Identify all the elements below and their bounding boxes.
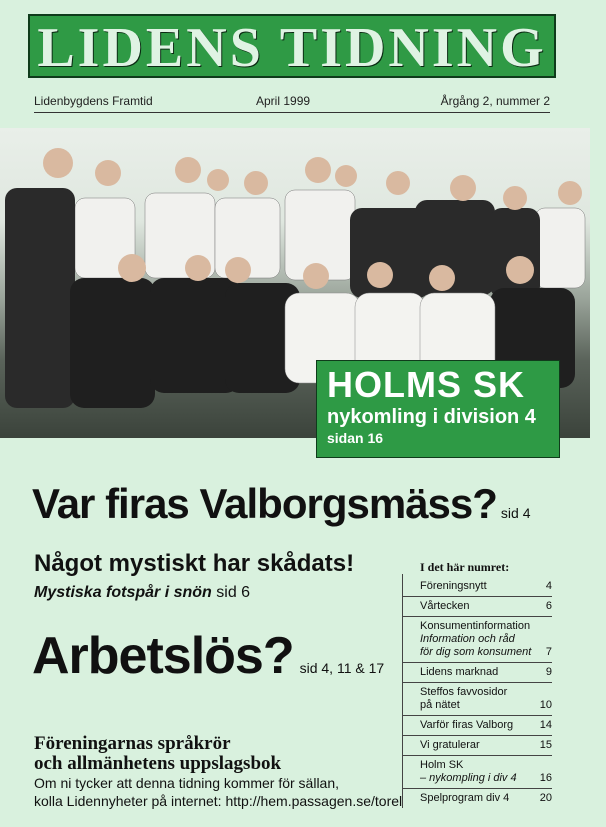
publication-tagline: Lidenbygdens Framtid: [34, 94, 153, 108]
headline-valborg: [32, 480, 531, 528]
toc-item-label: Holm SK: [420, 759, 464, 771]
toc-item-page: 20: [539, 792, 552, 804]
toc-item-label: Vårtecken: [420, 600, 470, 612]
issue-date: April 1999: [256, 94, 311, 108]
toc-item-label: Vi gratulerar: [420, 739, 480, 751]
subheadline-fotspar-text: Mystiska fotspår i snön: [34, 584, 212, 601]
headline-arbetslos: [32, 626, 384, 686]
toc-item: [402, 617, 552, 663]
foreningar-text-line2: kolla Lidennyheter på internet: http://hem.passagen.se/torel: [34, 793, 403, 809]
toc-item-label: Lidens marknad: [420, 666, 499, 678]
toc-item: [402, 736, 552, 756]
toc-item: [402, 577, 552, 597]
subheadline-fotspar-ref: sid 6: [216, 584, 251, 601]
toc-item: [402, 756, 552, 789]
toc-item-label: på nätet: [420, 699, 460, 711]
toc-item-label: Konsumentinformation: [420, 620, 531, 632]
toc-item-page: 15: [539, 739, 552, 751]
toc-item-sublabel: Information och råd: [420, 633, 515, 645]
toc-item-page: 16: [539, 772, 552, 784]
toc-heading: I det här numret:: [420, 560, 510, 574]
toc-item: [402, 716, 552, 736]
toc-item-label: Steffos favvosidor: [420, 686, 508, 698]
toc-item: [402, 683, 552, 716]
headline-arbetslos-ref: sid 4, 11 & 17: [299, 660, 385, 676]
callout-page: sidan 16: [327, 430, 384, 446]
table-of-contents: [402, 560, 552, 808]
foreningar-title-line2: och allmänhetens uppslagsbok: [34, 753, 282, 774]
toc-item-label: Föreningsnytt: [420, 580, 487, 592]
toc-item-label: Spelprogram div 4: [420, 792, 510, 804]
foreningar-title-line1: Föreningarnas språkrör: [34, 733, 231, 754]
headline-mystiskt: Något mystiskt har skådats!: [34, 550, 355, 577]
toc-item: [402, 663, 552, 683]
issue-number: Årgång 2, nummer 2: [440, 94, 550, 108]
toc-item-label: Varför firas Valborg: [420, 719, 514, 731]
headline-valborg-ref: sid 4: [500, 505, 531, 521]
callout-subtitle: nykomling i division 4: [327, 406, 536, 428]
toc-item-sublabel: för dig som konsument: [420, 646, 532, 658]
toc-item-page: 10: [539, 699, 552, 711]
masthead-divider: [34, 112, 550, 113]
toc-item-page: 7: [545, 646, 552, 658]
headline-valborg-text: Var firas Valborgsmäss?: [32, 480, 497, 527]
foreningar-title: [34, 734, 281, 774]
callout-title: HOLMS SK: [327, 364, 526, 405]
toc-item: [402, 597, 552, 617]
masthead-title: LIDENS TIDNING: [28, 14, 556, 78]
toc-item-page: 9: [545, 666, 552, 678]
foreningar-text: [34, 774, 402, 810]
headline-arbetslos-text: Arbetslös?: [32, 627, 294, 685]
foreningar-text-line1: Om ni tycker att denna tidning kommer för sällan,: [34, 775, 340, 791]
toc-item-page: 6: [545, 600, 552, 612]
subheadline-fotspar: [34, 584, 250, 602]
toc-item-page: 4: [545, 580, 552, 592]
toc-item-sublabel: – nykompling i div 4: [420, 772, 517, 784]
feature-callout: [316, 360, 560, 458]
toc-item: [402, 789, 552, 808]
toc-item-page: 14: [539, 719, 552, 731]
